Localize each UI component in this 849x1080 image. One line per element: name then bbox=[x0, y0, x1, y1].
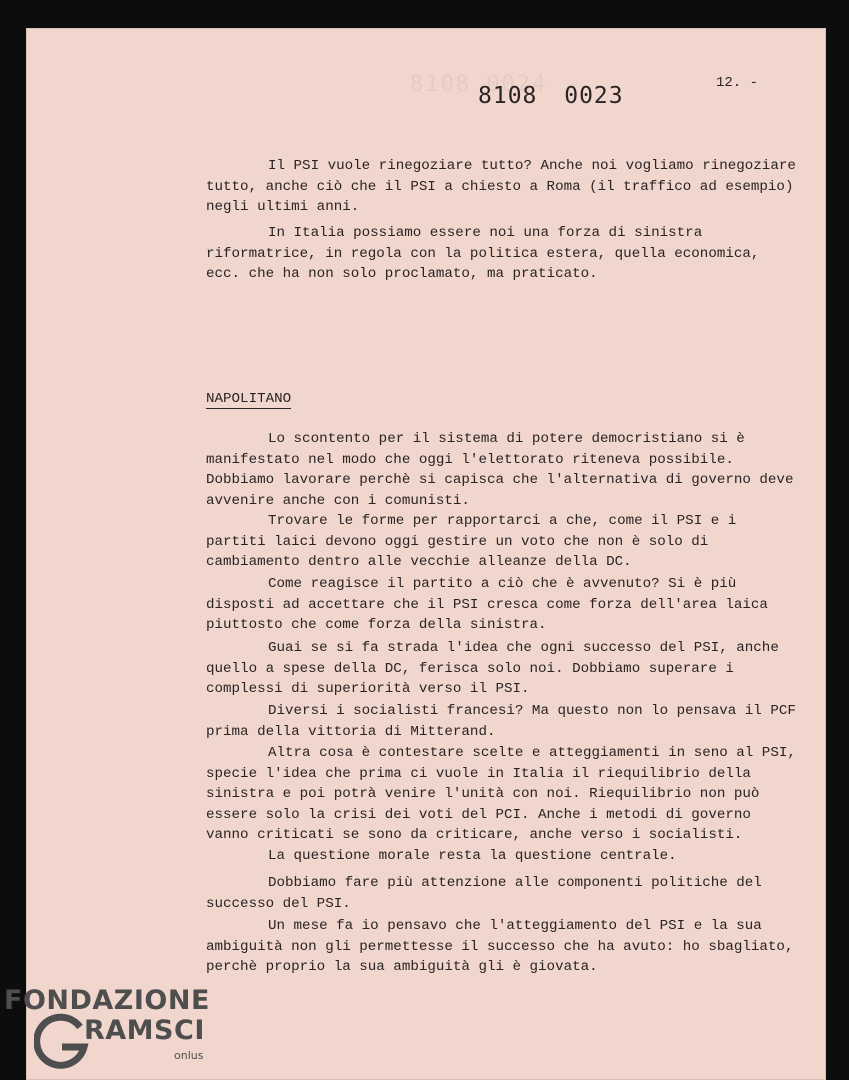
paragraph-5: Diversi i socialisti francesi? Ma questo non lo pensava il PCF prima della vittoria di Mitterand. bbox=[206, 703, 796, 740]
gramsci-g-logo-icon bbox=[34, 1011, 90, 1071]
document-page bbox=[26, 28, 826, 1080]
paragraph-3: Come reagisce il partito a ciò che è avvenuto? Si è più disposti ad accettare che il PSI cresca come forza dell'area laica piuttosto che come forza della sinistra. bbox=[206, 576, 768, 633]
document-number-stamp: 8108 0023 bbox=[478, 83, 624, 109]
paragraph-top-1: Il PSI vuole rinegoziare tutto? Anche noi vogliamo rinegoziare tutto, anche ciò che il PSI a chiesto a Roma (il traffico ad esempio) negli ultimi anni. bbox=[206, 158, 796, 215]
watermark-line-3: onlus bbox=[174, 1049, 204, 1062]
paragraph-7: La questione morale resta la questione centrale. bbox=[268, 848, 677, 864]
paragraph-1: Lo scontento per il sistema di potere democristiano si è manifestato nel modo che oggi l'elettorato riteneva possibile. Dobbiamo lavorare perchè si capisca che l'alternativa di governo deve avvenire anche con i comunisti. bbox=[206, 431, 794, 509]
speaker-heading: NAPOLITANO bbox=[206, 391, 292, 407]
paragraph-2: Trovare le forme per rapportarci a che, come il PSI e i partiti laici devono oggi gestire un voto che non è solo di cambiamento dentro alle vecchie alleanze della DC. bbox=[206, 513, 737, 570]
paragraph-top-2: In Italia possiamo essere noi una forza di sinistra riformatrice, in regola con la politica estera, quella economica, ecc. che ha non solo proclamato, ma praticato. bbox=[206, 225, 760, 282]
paragraph-8: Dobbiamo fare più attenzione alle componenti politiche del successo del PSI. bbox=[206, 875, 762, 912]
bleed-through-number: 8108 0024 bbox=[410, 72, 548, 97]
paragraph-9: Un mese fa io pensavo che l'atteggiamento del PSI e la sua ambiguità non gli permettesse il successo che ha avuto: ho sbagliato, perchè proprio la sua ambiguità gli è giovata. bbox=[206, 918, 794, 975]
page-number: 12. - bbox=[716, 75, 759, 91]
watermark-line-2: RAMSCI bbox=[84, 1015, 205, 1046]
watermark-line-1: FONDAZIONE bbox=[4, 985, 210, 1016]
fondazione-gramsci-watermark bbox=[4, 985, 214, 1080]
paragraph-4: Guai se si fa strada l'idea che ogni successo del PSI, anche quello a spese della DC, ferisca solo noi. Dobbiamo superare i complessi di superiorità verso il PSI. bbox=[206, 640, 779, 697]
paragraph-6: Altra cosa è contestare scelte e atteggiamenti in seno al PSI, specie l'idea che prima ci vuole in Italia il riequilibrio della sinistra e poi potrà venire l'unità con noi. Riequilibrio non può essere solo la crisi dei voti del PCI. Anche i metodi di governo vanno criticati se sono da criticare, anche verso i socialisti. bbox=[206, 745, 796, 843]
